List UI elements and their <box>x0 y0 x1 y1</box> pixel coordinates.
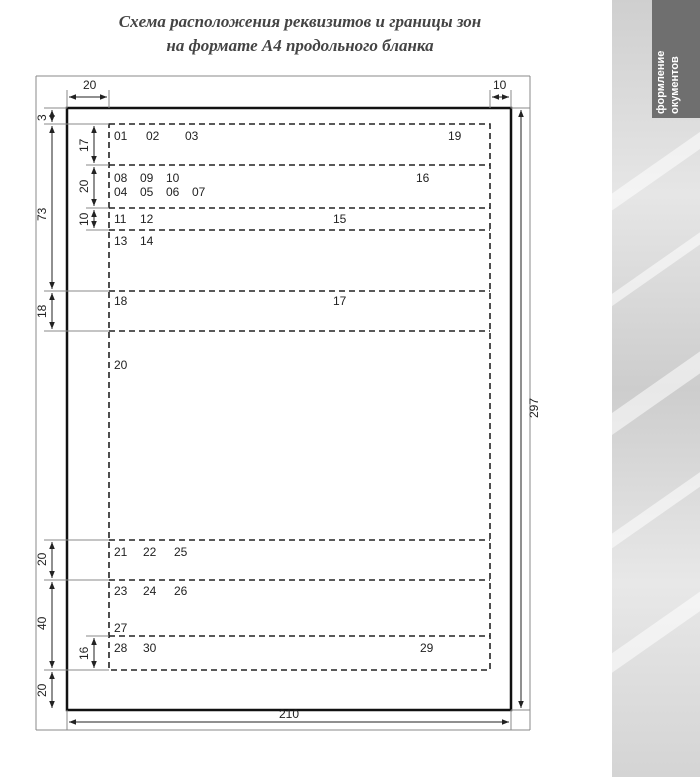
requisite-20: 20 <box>114 358 128 372</box>
dim-label-left-73: 73 <box>35 207 49 221</box>
dim-label-left-40: 40 <box>35 616 49 630</box>
requisite-06: 06 <box>166 185 180 199</box>
dim-label-left-20b: 20 <box>35 683 49 697</box>
requisite-27: 27 <box>114 621 128 635</box>
page-outline <box>67 108 511 710</box>
requisite-01: 01 <box>114 129 128 143</box>
requisite-07: 07 <box>192 185 206 199</box>
requisite-23: 23 <box>114 584 128 598</box>
dim-label-bottom: 210 <box>279 707 300 721</box>
requisite-30: 30 <box>143 641 157 655</box>
requisite-28: 28 <box>114 641 128 655</box>
requisite-05: 05 <box>140 185 154 199</box>
requisite-18: 18 <box>114 294 128 308</box>
extension-lines <box>36 76 530 730</box>
requisite-09: 09 <box>140 171 154 185</box>
dim-label-left-3: 3 <box>35 114 49 121</box>
requisite-10: 10 <box>166 171 180 185</box>
requisite-19: 19 <box>448 129 462 143</box>
requisite-13: 13 <box>114 234 128 248</box>
requisite-11: 11 <box>114 212 127 226</box>
requisite-03: 03 <box>185 129 199 143</box>
requisite-15: 15 <box>333 212 347 226</box>
requisite-14: 14 <box>140 234 154 248</box>
requisite-17: 17 <box>333 294 347 308</box>
printable-area <box>109 124 490 670</box>
requisite-26: 26 <box>174 584 188 598</box>
requisite-25: 25 <box>174 545 188 559</box>
dim-label-inner-17: 17 <box>77 138 91 152</box>
dim-label-top-left: 20 <box>83 78 97 92</box>
section-tab-label: формление окументов <box>655 50 681 114</box>
requisite-24: 24 <box>143 584 157 598</box>
requisite-22: 22 <box>143 545 157 559</box>
dim-label-top-right: 10 <box>493 78 507 92</box>
decorative-side-panel <box>612 0 700 777</box>
requisite-04: 04 <box>114 185 128 199</box>
zone-boundaries <box>109 124 490 670</box>
dim-label-left-20a: 20 <box>35 552 49 566</box>
diagram-title-line-1: Схема расположения реквизитов и границы зон <box>118 12 482 31</box>
dim-label-right: 297 <box>527 397 541 418</box>
dim-label-inner-16: 16 <box>77 646 91 660</box>
dim-label-left-18: 18 <box>35 304 49 318</box>
dim-label-inner-20: 20 <box>77 179 91 193</box>
requisite-29: 29 <box>420 641 434 655</box>
requisite-16: 16 <box>416 171 430 185</box>
requisite-08: 08 <box>114 171 128 185</box>
section-tab <box>652 0 700 118</box>
requisite-02: 02 <box>146 129 160 143</box>
requisite-21: 21 <box>114 545 128 559</box>
requisite-12: 12 <box>140 212 154 226</box>
diagram-title-line-2: на формате А4 продольного бланка <box>166 36 434 55</box>
dim-label-inner-10: 10 <box>77 212 91 226</box>
